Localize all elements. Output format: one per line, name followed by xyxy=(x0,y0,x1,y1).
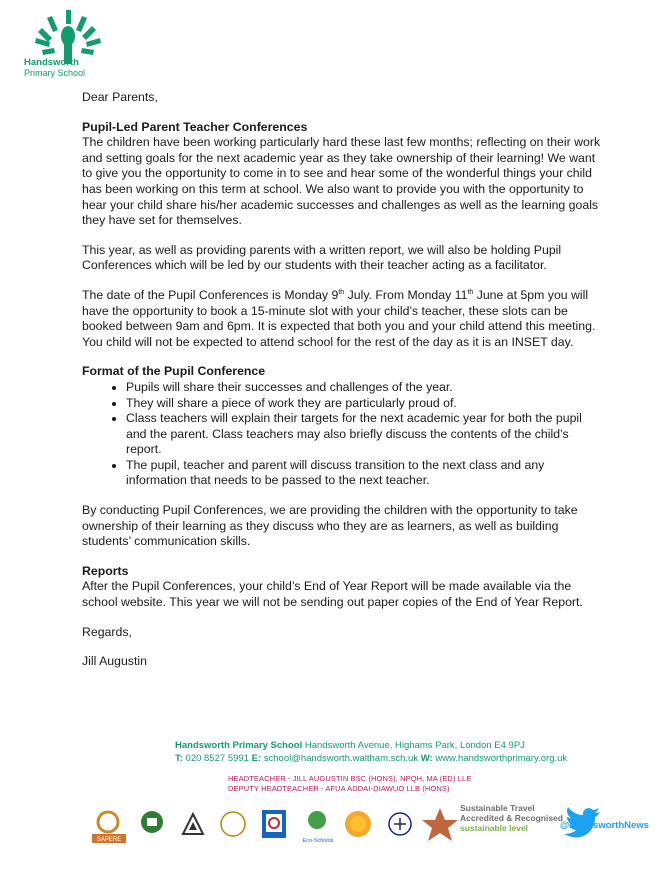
logo-line-2: Primary School xyxy=(24,68,86,78)
footer-t-label: T: xyxy=(175,753,183,764)
logo-line-1: Handsworth xyxy=(24,57,79,68)
format-list xyxy=(82,380,602,489)
triangle-badge-icon xyxy=(183,814,203,834)
dates-text-a: The date of the Pupil Conferences is Monday 9 xyxy=(82,287,339,302)
heading-conferences: Pupil-Led Parent Teacher Conferences xyxy=(82,119,308,134)
sustainable-travel-text xyxy=(460,803,563,833)
footer-e-label: E: xyxy=(251,753,262,764)
sapere-label: SAPERE xyxy=(96,837,122,843)
footer-address-line xyxy=(175,740,525,751)
letter-body xyxy=(82,90,602,670)
crest-badge-icon xyxy=(389,813,411,835)
eco-schools-icon xyxy=(303,811,334,844)
dates-text-c: June at 5pm you will have the opportunity to book a 15-minute slot with your child’s teacher, these slots can be booked between 9am and 6pm. It is expected that both you and your child attend this meeting. You child will not be expected to attend school for the rest of the day as it is an INSET day. xyxy=(82,287,596,349)
footer-school-name: Handsworth Primary School xyxy=(175,740,303,751)
twitter-handle[interactable]: @HandsworthNews xyxy=(560,820,649,831)
arts-council-icon xyxy=(221,812,245,836)
salutation: Dear Parents, xyxy=(82,90,158,104)
q-badge-icon xyxy=(262,810,286,838)
signature: Jill Augustin xyxy=(82,654,147,669)
list-item: • Pupils will share their successes and challenges of the year. xyxy=(126,380,602,396)
school-logo-text xyxy=(24,58,85,78)
paragraph-dates xyxy=(82,288,602,350)
footer-w-label: W: xyxy=(420,753,433,764)
paragraph-benefits: By conducting Pupil Conferences, we are providing the children with the opportunity to take ownership of their learning as they discuss who they are as learners, as well as building students’ communication skills. xyxy=(82,503,578,549)
gold-badge-icon xyxy=(345,811,371,837)
sustainable-line-2: Accredited & Recognised xyxy=(460,813,563,823)
dates-sup-2: th xyxy=(467,288,474,296)
sustainable-line-1: Sustainable Travel xyxy=(460,803,535,813)
footer-contact-line xyxy=(175,753,567,764)
heading-format: Format of the Pupil Conference xyxy=(82,364,266,379)
footer-headteacher: HEADTEACHER - JILL AUGUSTIN BSC (HONS), NPQH, MA (ED) LLE xyxy=(228,774,472,783)
footer-website: www.handsworthprimary.org.uk xyxy=(432,753,568,764)
footer-deputy: DEPUTY HEADTEACHER - AFUA ADDAI-DIAWUO LLB (HONS) xyxy=(228,784,450,793)
paragraph-intro: The children have been working particularly hard these last few months; reflecting on their work and setting goals for the next academic year as they take ownership of their learning! We want to give you the opportunity to come in to see and hear some of the wonderful things your child has been working on this term at school. We also want to provide you with the opportunity to hear your child share his/her academic successes and challenges as well as the learning goals they have set for themselves. xyxy=(82,135,601,228)
paragraph-written-report: This year, as well as providing parents with a written report, we will also be holding Pupil Conferences which will be led by our students with their teacher acting as a facilitator. xyxy=(82,242,562,273)
footer-address: Handsworth Avenue, Highams Park, London E4 9PJ xyxy=(302,740,525,751)
dates-sup-1: th xyxy=(338,288,345,296)
list-item: • They will share a piece of work they are particularly proud of. xyxy=(126,396,602,412)
footer-email: school@handsworth.waltham.sch.uk xyxy=(261,753,421,764)
sapere-badge-icon xyxy=(92,812,126,843)
list-item: • Class teachers will explain their targets for the next academic year for both the pupil and the parent. Class teachers may also briefly discuss the contents of the child’s report. xyxy=(126,411,602,458)
eco-label: Eco-Schools xyxy=(302,838,334,844)
quality-mark-icon xyxy=(141,811,163,833)
closing: Regards, xyxy=(82,624,132,639)
sustainable-star-icon xyxy=(422,808,458,841)
heading-reports: Reports xyxy=(82,563,129,578)
paragraph-reports: After the Pupil Conferences, your child’s End of Year Report will be made available via the school website. This year we will not be sending out paper copies of the End of Year Report. xyxy=(82,579,583,610)
list-item: • The pupil, teacher and parent will discuss transition to the next class and any information that needs to be passed to the next teacher. xyxy=(126,458,602,489)
dates-text-b: July. From Monday 11 xyxy=(344,287,468,302)
footer-phone: 020 8527 5991 xyxy=(182,753,252,764)
sustainable-line-3: sustainable level xyxy=(460,823,529,833)
